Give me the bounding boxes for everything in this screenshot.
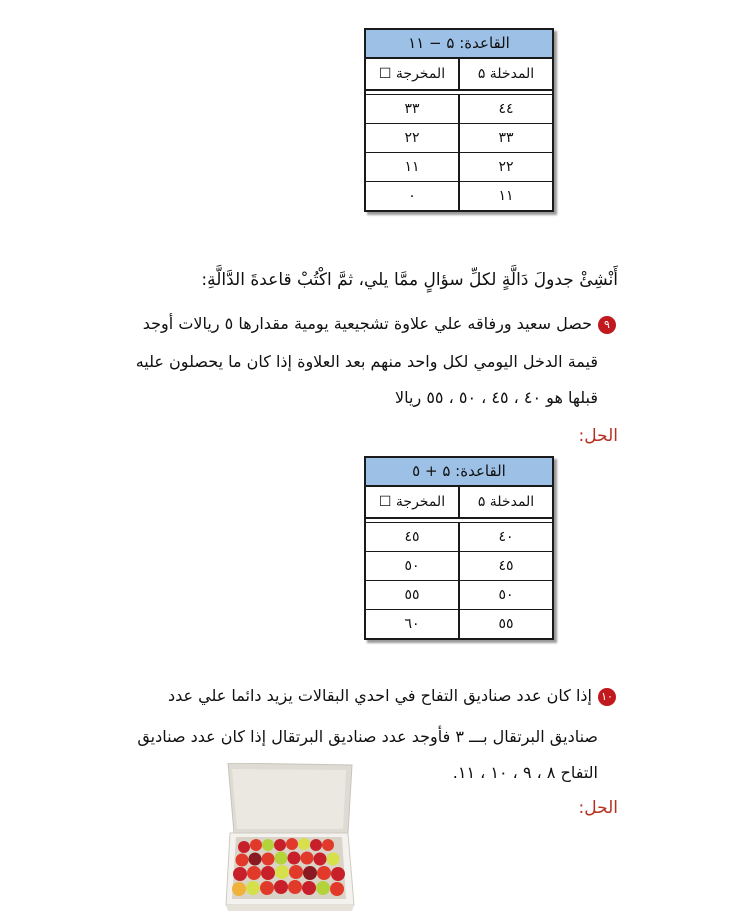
table-row — [366, 523, 552, 552]
output-cell: ٤٥ — [404, 529, 420, 545]
table-row — [366, 552, 552, 581]
input-cell: ٥٠ — [458, 581, 552, 609]
apple-box-photo-icon — [222, 763, 356, 913]
question-10-line-1: ١٠إذا كان عدد صناديق التفاح في احدي البقالات يزيد دائما علي عدد — [168, 686, 616, 706]
input-cell: ٢٢ — [458, 153, 552, 181]
question-10-line-3: التفاح ٨ ، ٩ ، ١٠ ، ١١. — [452, 763, 598, 782]
question-number-badge: ١٠ — [598, 688, 616, 706]
input-cell: ١١ — [458, 182, 552, 210]
instruction-text: أَنْشِئْ جدولَ دَالَّةٍ لكلِّ سؤالٍ ممَّا يلي، ثمَّ اكْتُبْ قاعدةَ الدَّالَّةِ: — [201, 270, 618, 290]
table-header — [366, 59, 552, 91]
input-cell: ٤٤ — [458, 95, 552, 123]
table-row — [366, 124, 552, 153]
question-9-line-2: قيمة الدخل اليومي لكل واحد منهم بعد العلاوة إذا كان ما يحصلون عليه — [135, 352, 598, 371]
input-cell: ٥٥ — [458, 610, 552, 638]
output-cell: ٠ — [408, 188, 416, 204]
table-row — [366, 182, 552, 210]
table-row — [366, 95, 552, 124]
column-output-header: المخرجة ☐ — [378, 66, 446, 82]
table-row — [366, 153, 552, 182]
question-9-line-1: ٩حصل سعيد ورفاقه علي علاوة تشجيعية يومية مقدارها ٥ ريالات أوجد — [143, 314, 616, 334]
question-number-badge: ٩ — [598, 316, 616, 334]
table-header — [366, 487, 552, 519]
solution-label: الحل: — [578, 798, 618, 818]
input-cell: ٣٣ — [458, 124, 552, 152]
output-cell: ٥٠ — [404, 558, 420, 574]
input-cell: ٤٥ — [458, 552, 552, 580]
solution-label: الحل: — [578, 426, 618, 446]
column-input-header: المدخلة ۵ — [458, 59, 552, 89]
output-cell: ١١ — [404, 159, 420, 175]
table-rule: القاعدة: ۵ − ۱۱ — [366, 30, 552, 59]
table-rule: القاعدة: ۵ + ٥ — [366, 458, 552, 487]
function-table-1 — [364, 28, 554, 212]
column-input-header: المدخلة ۵ — [458, 487, 552, 517]
table-row — [366, 581, 552, 610]
output-cell: ٣٣ — [404, 101, 420, 117]
column-output-header: المخرجة ☐ — [378, 494, 446, 510]
output-cell: ٦٠ — [404, 616, 420, 632]
question-9-line-3: قبلها هو ٤٠ ، ٤٥ ، ٥٠ ، ٥٥ ريالا — [395, 388, 598, 407]
function-table-2 — [364, 456, 554, 640]
table-row — [366, 610, 552, 638]
input-cell: ٤٠ — [458, 523, 552, 551]
output-cell: ٥٥ — [404, 587, 420, 603]
question-10-line-2: صناديق البرتقال بـــ ٣ فأوجد عدد صناديق البرتقال إذا كان عدد صناديق — [137, 727, 598, 746]
output-cell: ٢٢ — [404, 130, 420, 146]
